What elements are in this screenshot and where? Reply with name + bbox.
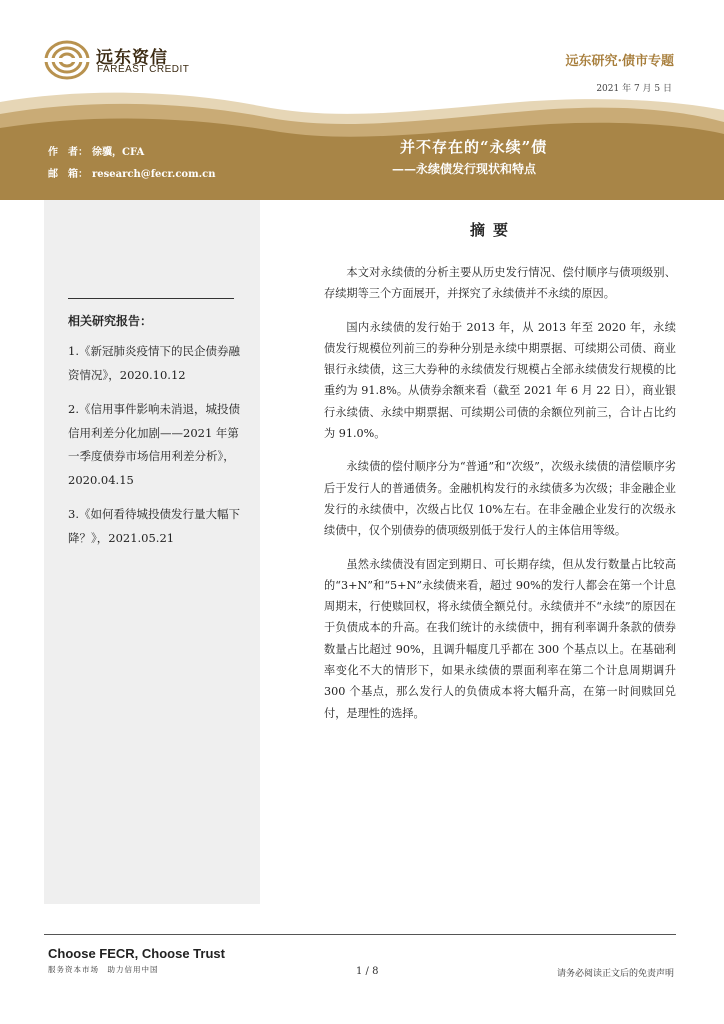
abstract-paragraph: 虽然永续债没有固定到期日、可长期存续，但从发行数量占比较高的“3+N”和“5+N”永续债来看，超过 90%的发行人都会在第一个计息周期末，行使赎回权，将永续债全额兑付。永续债并不“永续”的原因在于负债成本的升高。在我们统计的永续债中，拥有利率调升条款的债券数量占比超过 90%，且调升幅度几乎都在 300 个基点以上。在基础利率变化不大的情形下，如果永续债的票面利率在第二个计息周期调升 300 个基点，那么发行人的负债成本将大幅升高，在第一时间赎回兑付，是理性的选择。 bbox=[324, 557, 676, 720]
logo-chinese-name: 远东资信 bbox=[96, 48, 168, 68]
footer-slogan: Choose FECR, Choose Trust bbox=[48, 946, 225, 961]
abstract-paragraph: 本文对永续债的分析主要从历史发行情况、偿付顺序与债项级别、存续期等三个方面展开，并探究了永续债并不永续的原因。 bbox=[324, 266, 676, 301]
author-label: 作 者： bbox=[48, 147, 88, 158]
author-name: 徐骥，CFA bbox=[92, 147, 145, 158]
email-line bbox=[48, 164, 220, 186]
footer-divider bbox=[44, 934, 676, 935]
related-report-item[interactable]: 2.《信用事件影响未消退，城投债信用利差分化加剧——2021 年第一季度债券市场信用利差分析》，2020.04.15 bbox=[68, 402, 240, 487]
logo-english-name: FAREAST CREDIT bbox=[97, 64, 190, 75]
related-report-list bbox=[68, 340, 248, 561]
related-report-item[interactable]: 1.《新冠肺炎疫情下的民企债券融资情况》，2020.10.12 bbox=[68, 344, 240, 382]
report-title: 并不存在的“永续”债 bbox=[400, 138, 548, 156]
publish-date: 2021 年 7 月 5 日 bbox=[596, 84, 672, 94]
disclaimer-note: 请务必阅读正文后的免责声明 bbox=[556, 969, 674, 979]
author-info bbox=[48, 142, 220, 186]
abstract-body bbox=[324, 262, 676, 736]
author-line bbox=[48, 142, 220, 164]
author-email[interactable]: research@fecr.com.cn bbox=[92, 169, 216, 180]
related-report-item[interactable]: 3.《如何看待城投债发行量大幅下降？》，2021.05.21 bbox=[68, 507, 240, 545]
page-number: 1 / 8 bbox=[356, 966, 379, 977]
report-subtitle: ——永续债发行现状和特点 bbox=[392, 162, 537, 176]
abstract-paragraph: 国内永续债的发行始于 2013 年，从 2013 年至 2020 年，永续债发行规模位列前三的券种分别是永续中期票据、可续期公司债、商业银行永续债，这三大券种的永续债发行规模占全部永续债发行规模的比重约为 91.8%。从债券余额来看（截至 2021 年 6 月 22 日），商业银行永续债、永续中期票据、可续期公司债的余额位列前三，合计占比约为 91.0%。 bbox=[324, 320, 676, 441]
report-series: 远东研究·债市专题 bbox=[565, 54, 674, 69]
logo-mark-icon bbox=[44, 40, 90, 80]
sidebar-divider bbox=[68, 298, 234, 299]
fareast-logo bbox=[44, 40, 194, 80]
related-research-heading: 相关研究报告： bbox=[68, 314, 153, 328]
footer-tagline: 服务资本市场 助力信用中国 bbox=[48, 965, 159, 974]
abstract-heading: 摘要 bbox=[470, 221, 517, 239]
abstract-paragraph: 永续债的偿付顺序分为“普通”和“次级”，次级永续债的清偿顺序劣后于发行人的普通债务。金融机构发行的永续债多为次级；非金融企业发行的永续债中，次级占比仅 10%左右。在非金融企业发行的次级永续债中，仅个别债券的债项级别低于发行人的主体信用等级。 bbox=[324, 460, 676, 538]
email-label: 邮 箱： bbox=[48, 169, 88, 180]
